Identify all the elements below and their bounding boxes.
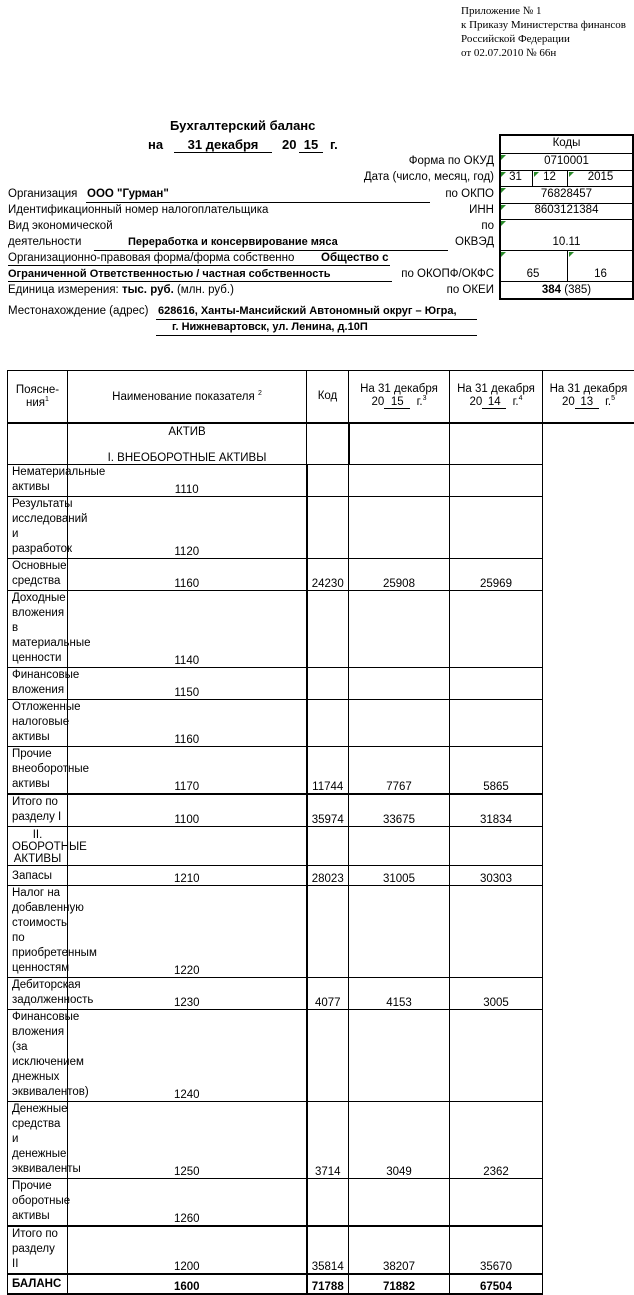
row-value-2013 (450, 1179, 543, 1227)
section-assets: АКТИВ (68, 423, 307, 443)
row-name: БАЛАНС (8, 1274, 68, 1294)
table-row (8, 747, 634, 795)
header-col3: На 31 декабря 20 13 г.$^5$ (543, 371, 634, 423)
title-year: 15 (299, 137, 323, 153)
header-name: Наименование показателя $^2$ (68, 371, 307, 423)
header-col2: На 31 декабря 20 14 г.$^4$ (450, 371, 543, 423)
row-value-2013 (450, 465, 543, 497)
row-value-2013: 25969 (450, 559, 543, 591)
section-row-2 (8, 827, 634, 866)
table-row (8, 1010, 634, 1102)
okfs-value: 16 (567, 268, 634, 280)
row-value-2013: 5865 (450, 747, 543, 795)
appendix-line-4: от 02.07.2010 № 66н (461, 46, 626, 60)
notes-column (8, 423, 68, 465)
form-value-2: Ограниченной Ответственностью / частная собственность (8, 268, 331, 280)
row-name: Доходные вложения в материальные ценности (8, 591, 68, 668)
org-name: ООО "Гурман" (87, 188, 169, 200)
row-value-2013: 2362 (450, 1102, 543, 1179)
appendix-line-1: Приложение № 1 (461, 4, 626, 18)
row-value-2013 (450, 1010, 543, 1102)
row-code: 1110 (68, 465, 307, 497)
row-value-2015: 24230 (307, 559, 349, 591)
section-noncurrent: I. ВНЕОБОРОТНЫЕ АКТИВЫ (68, 443, 307, 465)
row-value-2015 (307, 1010, 349, 1102)
title-year-suffix: г. (330, 137, 338, 152)
unit-value: тыс. руб. (122, 284, 174, 296)
okopf-value: 65 (499, 268, 567, 280)
row-value-2013: 30303 (450, 866, 543, 886)
row-value-2013: 67504 (450, 1274, 543, 1294)
title-year-prefix: 20 (282, 137, 296, 152)
table-row (8, 559, 634, 591)
row-value-2014 (349, 591, 450, 668)
table-total-row (8, 1274, 634, 1294)
inn-code-label: ИНН (330, 204, 494, 216)
activity-label-2: деятельности (8, 236, 81, 248)
table-row (8, 866, 634, 886)
row-value-2014: 4153 (349, 978, 450, 1010)
table-header-row (8, 371, 634, 423)
row-code: 1170 (68, 747, 307, 795)
table-row (8, 668, 634, 700)
row-code: 1230 (68, 978, 307, 1010)
row-name: Отложенные налоговые активы (8, 700, 68, 747)
page-title: Бухгалтерский баланс (170, 118, 315, 133)
table-row (8, 886, 634, 978)
table-row (8, 1102, 634, 1179)
row-value-2015: 4077 (307, 978, 349, 1010)
row-value-2014: 25908 (349, 559, 450, 591)
okopf-label: по ОКОПФ/ОКФС (330, 268, 494, 280)
row-value-2014 (349, 1010, 450, 1102)
row-value-2015: 11744 (307, 747, 349, 795)
row-value-2013 (450, 886, 543, 978)
row-code: 1160 (68, 700, 307, 747)
okpo-value: 76828457 (499, 188, 634, 200)
row-name: Финансовые вложения (за исключением днежных эквивалентов) (8, 1010, 68, 1102)
row-value-2013: 3005 (450, 978, 543, 1010)
row-code: 1600 (68, 1274, 307, 1294)
row-value-2015 (307, 591, 349, 668)
row-name: Итого по разделу II (8, 1226, 68, 1274)
table-row (8, 700, 634, 747)
okud-value: 0710001 (499, 155, 634, 167)
row-value-2015: 28023 (307, 866, 349, 886)
table-row (8, 1179, 634, 1227)
address-line-2: г. Нижневартовск, ул. Ленина, д.10П (172, 321, 368, 333)
codes-header: Коды (499, 137, 634, 149)
row-code: 1100 (68, 794, 307, 827)
row-name: Итого по разделу I (8, 794, 68, 827)
row-value-2015 (307, 700, 349, 747)
row-code: 1210 (68, 866, 307, 886)
okei-value (499, 284, 634, 296)
unit-label-text: Единица измерения: (8, 284, 119, 296)
row-code: 1140 (68, 591, 307, 668)
appendix-line-3: Российской Федерации (461, 32, 626, 46)
section-current: II. ОБОРОТНЫЕ АКТИВЫ (8, 827, 68, 866)
row-value-2015: 71788 (307, 1274, 349, 1294)
section-row-1 (8, 443, 634, 465)
row-value-2015 (307, 1179, 349, 1227)
row-value-2013 (450, 497, 543, 559)
date-year: 2015 (567, 171, 634, 183)
row-name: Налог на добавленную стоимость по приобретенным ценностям (8, 886, 68, 978)
activity-label-1: Вид экономической (8, 220, 113, 232)
unit-label (8, 284, 234, 296)
row-name: Дебиторская задолженность (8, 978, 68, 1010)
row-name: Основные средства (8, 559, 68, 591)
row-name: Прочие внеоборотные активы (8, 747, 68, 795)
row-code: 1220 (68, 886, 307, 978)
inn-label: Идентификационный номер налогоплательщика (8, 204, 268, 216)
row-value-2014 (349, 465, 450, 497)
row-value-2015 (307, 886, 349, 978)
row-value-2015: 35974 (307, 794, 349, 827)
row-name: Нематериальные активы (8, 465, 68, 497)
title-on: на (148, 137, 163, 152)
date-month: 12 (532, 171, 567, 183)
row-value-2014: 31005 (349, 866, 450, 886)
location-label: Местонахождение (адрес) (8, 305, 156, 317)
date-label: Дата (число, месяц, год) (330, 171, 494, 183)
row-value-2015 (307, 465, 349, 497)
date-day: 31 (499, 171, 532, 183)
table-total-row (8, 1226, 634, 1274)
title-date: 31 декабря (174, 137, 272, 153)
row-value-2015: 3714 (307, 1102, 349, 1179)
table-total-row (8, 794, 634, 827)
okved-value: 10.11 (499, 236, 634, 248)
okei-label: по ОКЕИ (330, 284, 494, 296)
row-code: 1240 (68, 1010, 307, 1102)
header-code: Код (307, 371, 349, 423)
row-name: Результаты исследований и разработок (8, 497, 68, 559)
row-code: 1160 (68, 559, 307, 591)
header-col1: На 31 декабря 20 15 г.$^3$ (349, 371, 450, 423)
row-value-2014 (349, 668, 450, 700)
row-value-2014: 3049 (349, 1102, 450, 1179)
unit-alt: (млн. руб.) (177, 284, 234, 296)
row-code: 1250 (68, 1102, 307, 1179)
table-row (8, 497, 634, 559)
okpo-label: по ОКПО (330, 188, 494, 200)
header-notes: Поясне-ния$^1$ (8, 371, 68, 423)
okved-label: ОКВЭД (330, 236, 494, 248)
okei-code: 384 (542, 284, 561, 296)
row-code: 1200 (68, 1226, 307, 1274)
row-value-2014 (349, 700, 450, 747)
row-name: Финансовые вложения (8, 668, 68, 700)
row-code: 1120 (68, 497, 307, 559)
activity-value: Переработка и консервирование мяса (128, 236, 338, 248)
row-code: 1260 (68, 1179, 307, 1227)
org-label: Организация (8, 188, 77, 200)
row-value-2015: 35814 (307, 1226, 349, 1274)
row-name: Прочие оборотные активы (8, 1179, 68, 1227)
row-name: Денежные средства и денежные эквиваленты (8, 1102, 68, 1179)
table-row (8, 591, 634, 668)
row-value-2014 (349, 1179, 450, 1227)
row-value-2013: 35670 (450, 1226, 543, 1274)
row-value-2014 (349, 886, 450, 978)
balance-table (7, 370, 634, 1295)
appendix-note (461, 4, 626, 60)
inn-value: 8603121384 (499, 204, 634, 216)
row-value-2013 (450, 668, 543, 700)
row-value-2013 (450, 700, 543, 747)
row-value-2015 (307, 668, 349, 700)
table-row (8, 465, 634, 497)
form-label: Организационно-правовая форма/форма собственно (8, 252, 320, 264)
okud-label: Форма по ОКУД (330, 155, 494, 167)
row-value-2014: 7767 (349, 747, 450, 795)
row-value-2015 (307, 497, 349, 559)
row-value-2013 (450, 591, 543, 668)
row-value-2014: 33675 (349, 794, 450, 827)
section-row-assets (8, 423, 634, 443)
okved-po-label: по (330, 220, 494, 232)
row-value-2013: 31834 (450, 794, 543, 827)
address-line-1: 628616, Ханты-Мансийский Автономный округ – Югра, (158, 305, 457, 317)
form-value-1: Общество с (321, 252, 389, 264)
row-value-2014: 71882 (349, 1274, 450, 1294)
row-value-2014: 38207 (349, 1226, 450, 1274)
row-code: 1150 (68, 668, 307, 700)
table-row (8, 978, 634, 1010)
row-name: Запасы (8, 866, 68, 886)
appendix-line-2: к Приказу Министерства финансов (461, 18, 626, 32)
row-value-2014 (349, 497, 450, 559)
okei-alt: (385) (564, 284, 591, 296)
